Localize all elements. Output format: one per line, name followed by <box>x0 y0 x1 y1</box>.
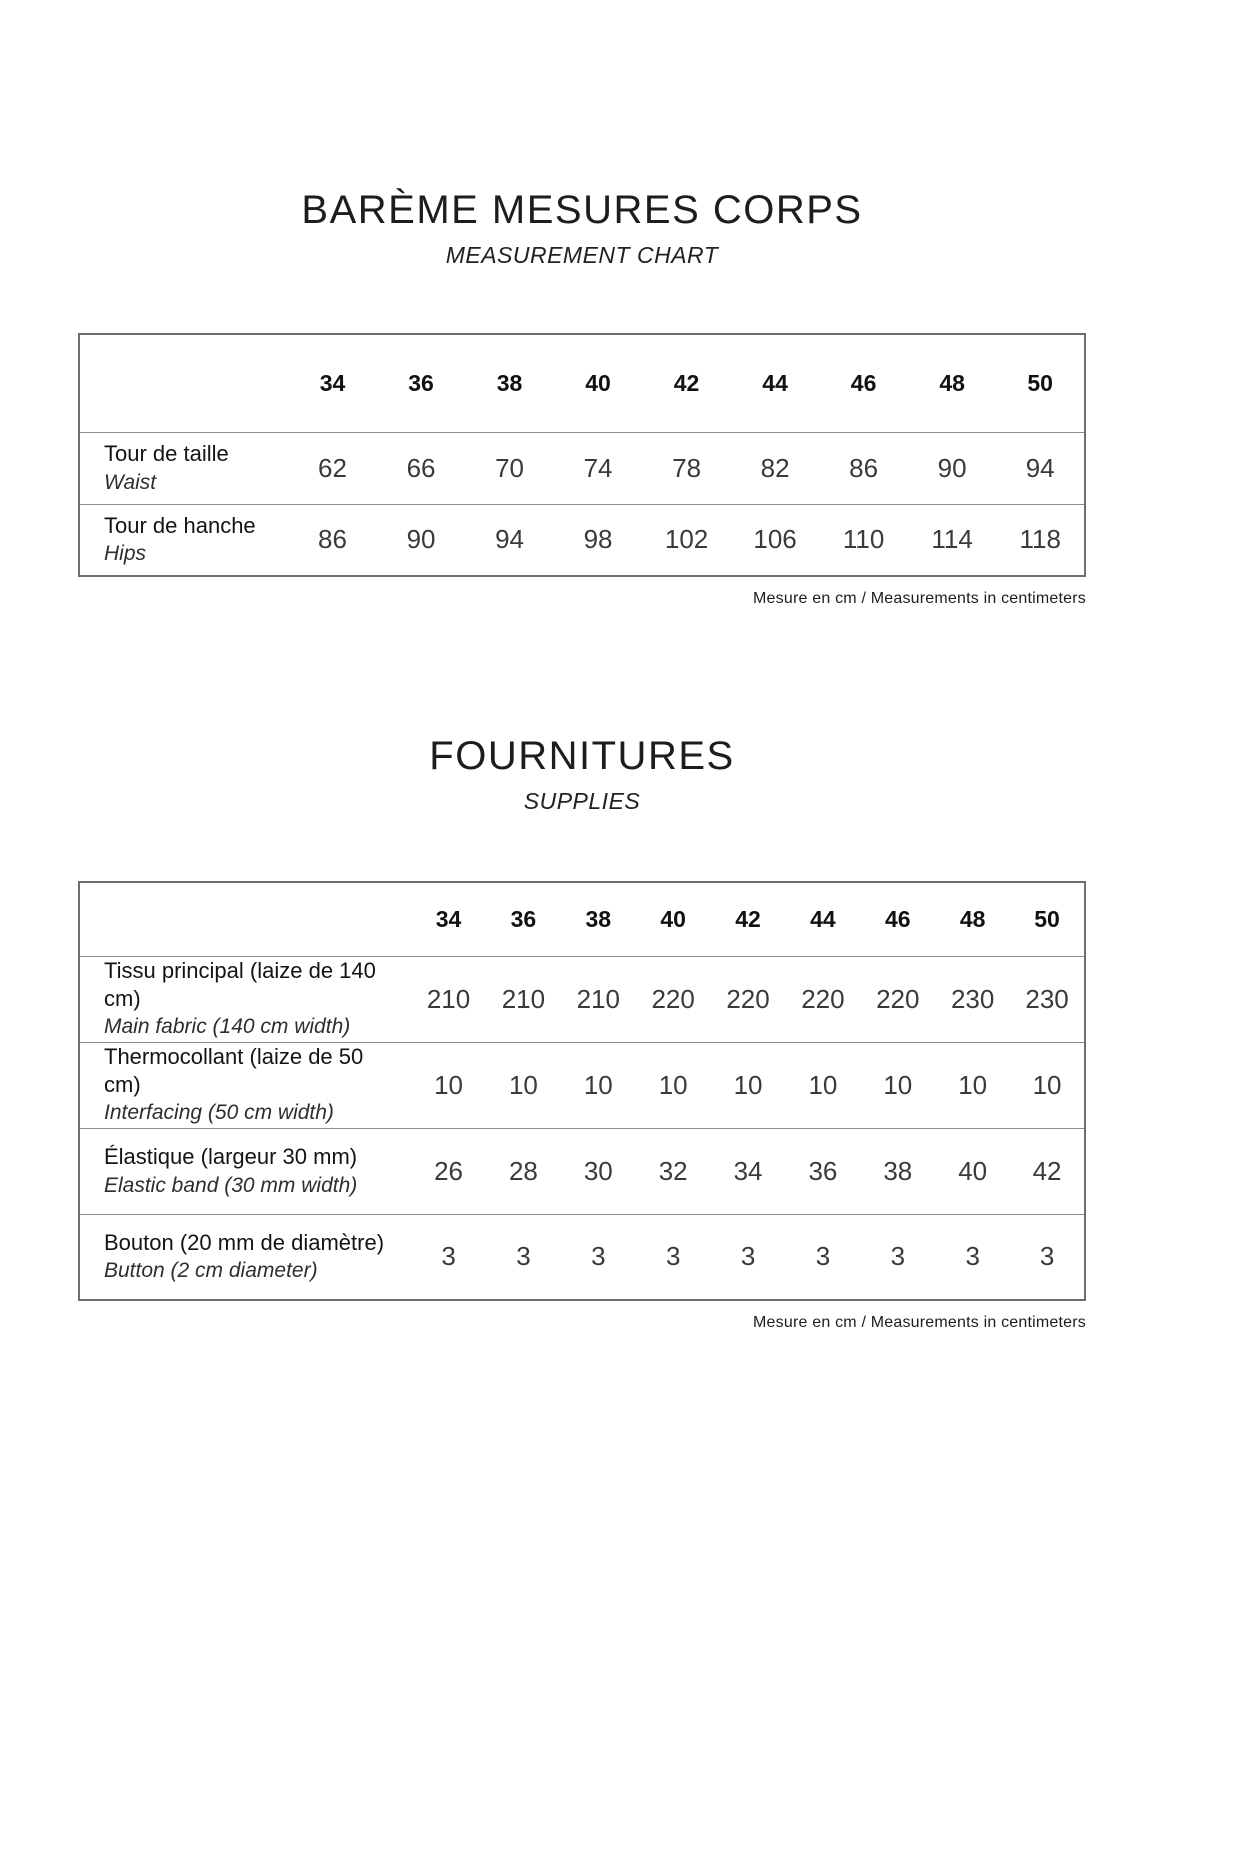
value-cell: 40 <box>935 1128 1010 1214</box>
value-cell: 3 <box>1010 1214 1085 1300</box>
measurement-table <box>78 333 1086 577</box>
main-fabric-row <box>79 956 1085 1042</box>
size-header: 38 <box>585 905 612 932</box>
row-label-en: Waist <box>104 470 157 494</box>
size-header: 46 <box>885 905 911 932</box>
measurement-table-caption: Mesure en cm / Measurements in centimeters <box>753 590 1086 607</box>
value-cell: 94 <box>465 504 554 576</box>
size-header: 46 <box>850 369 877 396</box>
row-label-cell <box>79 432 288 504</box>
row-label-fr: Tour de taille <box>104 441 229 467</box>
value-cell: 74 <box>554 432 643 504</box>
value-cell: 28 <box>486 1128 561 1214</box>
value-cell: 106 <box>731 504 820 576</box>
value-cell: 3 <box>411 1214 486 1300</box>
measurement-size-header-row <box>79 334 1085 432</box>
value-cell: 10 <box>561 1042 636 1128</box>
row-label-en: Elastic band (30 mm width) <box>104 1173 358 1197</box>
size-header: 36 <box>510 905 537 932</box>
value-cell: 3 <box>636 1214 711 1300</box>
value-cell: 70 <box>465 432 554 504</box>
button-row <box>79 1214 1085 1300</box>
value-cell: 34 <box>711 1128 786 1214</box>
measurement-section-subtitle: MEASUREMENT CHART <box>445 242 719 268</box>
size-header: 48 <box>959 905 986 932</box>
row-label-cell <box>79 1214 411 1300</box>
page-content <box>78 188 1086 1332</box>
supplies-section-subtitle: SUPPLIES <box>523 788 641 814</box>
size-header: 34 <box>435 905 462 932</box>
interfacing-row <box>79 1042 1085 1128</box>
value-cell: 82 <box>731 432 820 504</box>
value-cell: 38 <box>860 1128 935 1214</box>
value-cell: 10 <box>860 1042 935 1128</box>
row-label-fr: Tissu principal (laize de 140 cm) <box>104 958 376 1011</box>
size-header: 44 <box>762 369 788 396</box>
value-cell: 86 <box>288 504 377 576</box>
value-cell: 3 <box>561 1214 636 1300</box>
row-label-fr: Thermocollant (laize de 50 cm) <box>104 1044 364 1097</box>
supplies-section-title: FOURNITURES <box>429 734 735 778</box>
value-cell: 90 <box>377 504 466 576</box>
value-cell: 66 <box>377 432 466 504</box>
value-cell: 10 <box>486 1042 561 1128</box>
value-cell: 220 <box>711 956 786 1042</box>
value-cell: 10 <box>935 1042 1010 1128</box>
value-cell: 94 <box>996 432 1085 504</box>
value-cell: 98 <box>554 504 643 576</box>
value-cell: 210 <box>486 956 561 1042</box>
value-cell: 118 <box>996 504 1085 576</box>
size-header: 40 <box>585 369 611 396</box>
value-cell: 3 <box>785 1214 860 1300</box>
row-label-en: Hips <box>104 542 147 566</box>
size-header: 44 <box>810 905 836 932</box>
value-cell: 220 <box>860 956 935 1042</box>
value-cell: 114 <box>908 504 997 576</box>
value-cell: 10 <box>1010 1042 1085 1128</box>
value-cell: 110 <box>819 504 908 576</box>
size-header: 48 <box>939 369 965 396</box>
value-cell: 3 <box>935 1214 1010 1300</box>
supplies-size-header-row <box>79 882 1085 956</box>
row-label-en: Button (2 cm diameter) <box>104 1259 318 1283</box>
value-cell: 10 <box>785 1042 860 1128</box>
value-cell: 62 <box>288 432 377 504</box>
waist-row <box>79 432 1085 504</box>
value-cell: 10 <box>411 1042 486 1128</box>
row-label-fr: Élastique (largeur 30 mm) <box>104 1144 358 1170</box>
empty-corner-cell <box>79 334 288 432</box>
supplies-table-caption: Mesure en cm / Measurements in centimeters <box>753 1314 1086 1331</box>
size-header: 38 <box>496 369 523 396</box>
size-header: 40 <box>660 905 686 932</box>
value-cell: 3 <box>860 1214 935 1300</box>
hips-row <box>79 504 1085 576</box>
value-cell: 36 <box>785 1128 860 1214</box>
size-header: 36 <box>408 369 434 396</box>
row-label-cell <box>79 956 411 1042</box>
value-cell: 26 <box>411 1128 486 1214</box>
value-cell: 220 <box>636 956 711 1042</box>
value-cell: 78 <box>642 432 731 504</box>
empty-corner-cell <box>79 882 411 956</box>
row-label-en: Main fabric (140 cm width) <box>104 1015 351 1039</box>
value-cell: 3 <box>711 1214 786 1300</box>
row-label-cell <box>79 1128 411 1214</box>
row-label-fr: Tour de hanche <box>104 512 256 538</box>
value-cell: 210 <box>411 956 486 1042</box>
elastic-row <box>79 1128 1085 1214</box>
value-cell: 230 <box>935 956 1010 1042</box>
row-label-cell <box>79 1042 411 1128</box>
size-header: 50 <box>1034 905 1060 932</box>
measurement-section-title: BARÈME MESURES CORPS <box>301 188 863 232</box>
row-label-en: Interfacing (50 cm width) <box>104 1101 334 1125</box>
value-cell: 3 <box>486 1214 561 1300</box>
value-cell: 210 <box>561 956 636 1042</box>
size-header: 34 <box>319 369 346 396</box>
value-cell: 102 <box>642 504 731 576</box>
value-cell: 230 <box>1010 956 1085 1042</box>
value-cell: 42 <box>1010 1128 1085 1214</box>
supplies-table <box>78 881 1086 1301</box>
size-header: 50 <box>1027 369 1053 396</box>
row-label-fr: Bouton (20 mm de diamètre) <box>104 1229 385 1255</box>
value-cell: 30 <box>561 1128 636 1214</box>
value-cell: 90 <box>908 432 997 504</box>
value-cell: 86 <box>819 432 908 504</box>
size-header: 42 <box>673 369 700 396</box>
value-cell: 220 <box>785 956 860 1042</box>
row-label-cell <box>79 504 288 576</box>
value-cell: 10 <box>711 1042 786 1128</box>
value-cell: 32 <box>636 1128 711 1214</box>
value-cell: 10 <box>636 1042 711 1128</box>
size-header: 42 <box>735 905 761 932</box>
